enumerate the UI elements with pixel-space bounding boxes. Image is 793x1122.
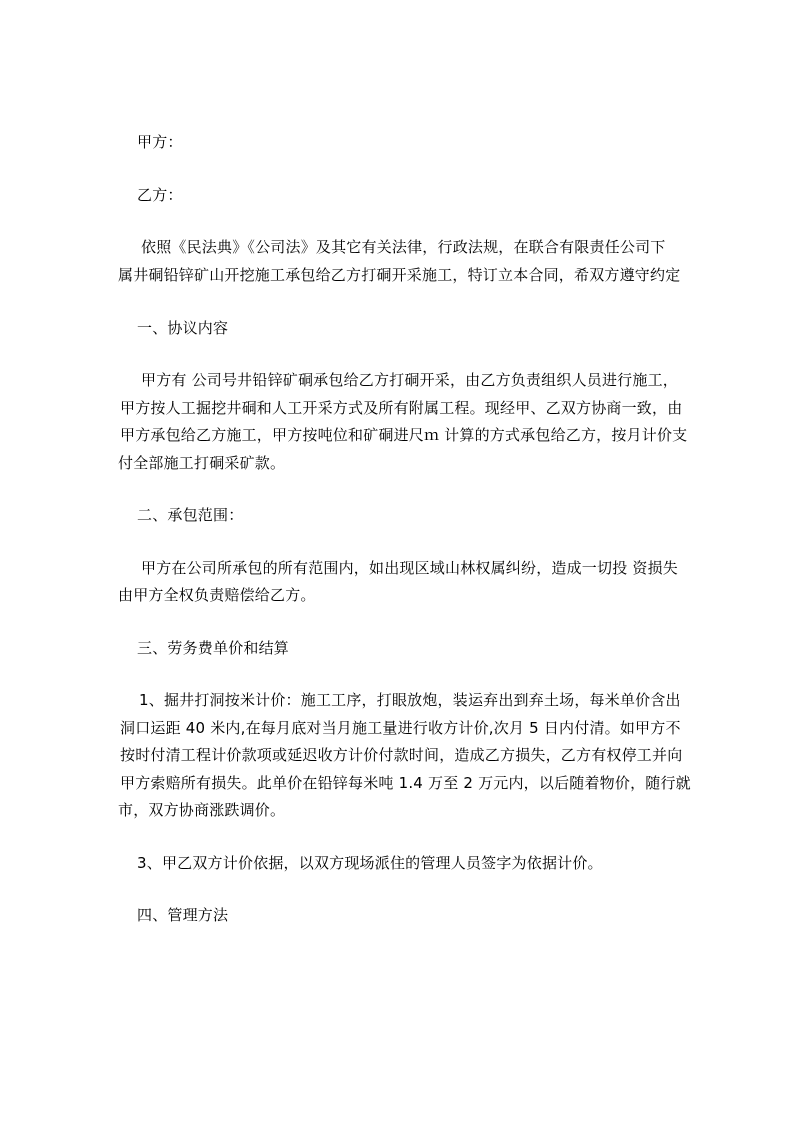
section-2-line-2: 由甲方全权负责赔偿给乙方。 [118, 586, 316, 604]
section-1-line-2: 甲方按人工掘挖井硐和人工开采方式及所有附属工程。现经甲、乙双方协商一致，由 [120, 399, 683, 417]
section-3-item-1-line-1: 1、掘井打洞按米计价：施工工序，打眼放炮，装运弃出到弃土场，每米单价含出 [139, 691, 681, 709]
party-a-label: 甲方： [137, 133, 183, 151]
section-2-title: 二、承包范围： [137, 506, 244, 524]
party-b-label: 乙方： [137, 186, 183, 204]
section-3-item-1-line-3: 按时付清工程计价款项或延迟收方计价付款时间，造成乙方损失，乙方有权停工并向 [120, 746, 683, 764]
section-3-item-1-line-2: 洞口运距 40 米内,在每月底对当月施工量进行收方计价,次月 5 日内付清。如甲方不 [120, 719, 681, 737]
intro-line-1: 依照《民法典》《公司法》及其它有关法律，行政法规，在联合有限责任公司下 [141, 238, 666, 256]
intro-line-2: 属井硐铅锌矿山开挖施工承包给乙方打硐开采施工，特订立本合同，希双方遵守约定 [118, 266, 681, 284]
section-2-line-1: 甲方在公司所承包的所有范围内，如出现区域山林权属纠纷，造成一切投 资损失 [141, 559, 678, 577]
section-1-line-3: 甲方承包给乙方施工，甲方按吨位和矿硐进尺ｍ 计算的方式承包给乙方，按月计价支 [120, 426, 688, 444]
section-3-item-1-line-5: 市，双方协商涨跌调价。 [118, 801, 286, 819]
section-4-title: 四、管理方法 [137, 906, 229, 924]
section-1-title: 一、协议内容 [137, 319, 229, 337]
section-1-line-1: 甲方有 公司号井铅锌矿硐承包给乙方打硐开采，由乙方负责组织人员进行施工， [141, 371, 678, 389]
section-3-item-3: 3、甲乙双方计价依据，以双方现场派住的管理人员签字为依据计价。 [137, 854, 603, 872]
section-3-item-1-line-4: 甲方索赔所有损失。此单价在铅锌每米吨 1.4 万至 2 万元内，以后随着物价，随行就 [120, 774, 691, 792]
section-1-line-4: 付全部施工打硐采矿款。 [118, 454, 286, 472]
section-3-title: 三、劳务费单价和结算 [137, 639, 290, 657]
